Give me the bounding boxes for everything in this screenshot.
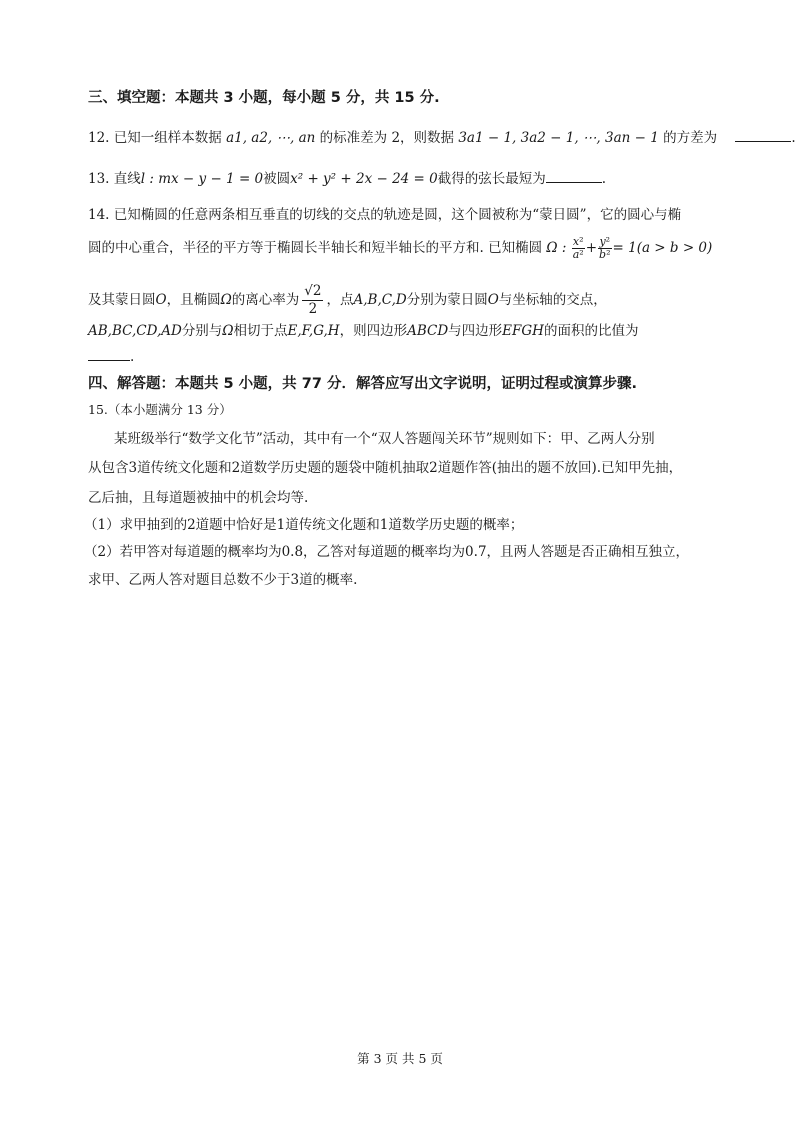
page-footer: 第 3 页 共 5 页 (357, 1051, 443, 1066)
q14-segments: AB,BC,CD,AD (88, 323, 182, 339)
q14-line-4 (88, 321, 638, 341)
q14-circle-o: O (155, 292, 167, 308)
q14-circle-o-2: O (487, 292, 499, 308)
section-4-title: 四、解答题：本题共 5 小题，共 77 分．解答应写出文字说明，证明过程或演算步骤. (88, 376, 637, 392)
q14-line4-f: 与四边形 (448, 323, 503, 339)
q12-text-d: 的方差为 (663, 130, 718, 146)
q14-line3-d: ，点 (326, 292, 354, 308)
q14-tangent-points: E,F,G,H (287, 323, 340, 339)
q14-line2-a: 圆的中心重合，半径的平方等于椭圆长半轴长和短半轴长的平方和. 已知椭圆 (88, 240, 543, 256)
q13-answer-blank[interactable] (546, 168, 602, 183)
q14-answer-blank[interactable] (88, 346, 130, 361)
q13-circle-expr: x² + y² + 2x − 24 = 0 (290, 171, 438, 187)
q12-text-a: 已知一组样本数据 (113, 130, 222, 146)
q14-line3-b: ，且椭圆 (166, 292, 221, 308)
ecc-numerator: √2 (304, 283, 322, 299)
q12-number: 12. (88, 130, 110, 146)
q13-text-c: 截得的弦长最短为 (437, 171, 546, 187)
q14-line4-e: ，则四边形 (339, 323, 408, 339)
ecc-denominator: 2 (308, 301, 318, 317)
q14-line4-c: 相切于点 (233, 323, 288, 339)
y-sq-over-b-sq: $\frac{\text{y²}}{\text{b²}}$ (599, 235, 611, 261)
q14-line4-g: 的面积的比值为 (543, 323, 639, 339)
q15-paragraph-1: 某班级举行“数学文化节”活动，其中有一个“双人答题闯关环节”规则如下：甲、乙两人分别 (114, 431, 655, 447)
q14-quad-1: ABCD (407, 323, 449, 339)
q15-subquestion-2-cont: 求甲、乙两人答对题目总数不少于3道的概率. (88, 572, 358, 588)
q12-data-expr: a1, a2, ⋯, an (226, 130, 316, 146)
q15-paragraph-2: 从包含3道传统文化题和2道数学历史题的题袋中随机抽取2道题作答(抽出的题不放回).已知甲先抽， (88, 460, 683, 476)
q14-omega-2: Ω (220, 292, 232, 308)
q14-line3-a: 及其蒙日圆 (88, 292, 156, 308)
q14-points: A,B,C,D (353, 292, 407, 308)
q15-subquestion-1: （1）求甲抽到的2道题中恰好是1道传统文化题和1道数学历史题的概率； (84, 517, 524, 533)
q12-text-b: 的标准差为 (319, 130, 388, 146)
q14-line3-e: 分别为蒙日圆 (406, 292, 488, 308)
question-12: 12. 已知一组样本数据 a1, a2, ⋯, an 的标准差为 2，则数据 3a1 − 1, 3a2 − 1, ⋯, 3an − 1 的方差为 . (88, 127, 796, 148)
q13-number: 13. (88, 171, 110, 187)
q15-subquestion-2: （2）若甲答对每道题的概率均为0.8，乙答对每道题的概率均为0.7，且两人答题是否正确相互独立， (84, 544, 690, 560)
q14-line3-c: 的离心率为 (231, 292, 300, 308)
q14-line-3 (88, 283, 607, 318)
q13-text-a: 直线 (113, 171, 141, 187)
q12-answer-blank[interactable] (735, 127, 791, 142)
q14-number: 14. (88, 207, 110, 223)
section-3-title: 三、填空题：本题共 3 小题，每小题 5 分，共 15 分. (88, 90, 440, 106)
q14-line-2: 圆的中心重合，半径的平方等于椭圆长半轴长和短半轴长的平方和. 已知椭圆 Ω : $\frac{\text{x²}}{\text{a²}}$ + $\frac{\text{y²}}{\text{b²}}$ = 1(a > b > 0) (88, 235, 713, 261)
q12-text-c: ，则数据 (400, 130, 455, 146)
q15-header: 15.（本小题满分 13 分） (88, 402, 232, 417)
eccentricity-fraction (302, 283, 323, 318)
q14-line-1 (88, 205, 681, 225)
q14-line4-b: 分别与 (181, 323, 223, 339)
q14-quad-2: EFGH (502, 323, 544, 339)
q14-omega-3: Ω (222, 323, 234, 339)
q13-text-b: 被圆 (263, 171, 291, 187)
q14-line3-f: 与坐标轴的交点， (498, 292, 607, 308)
q14-omega: Ω : (546, 240, 567, 256)
q14-line1: 已知椭圆的任意两条相互垂直的切线的交点的轨迹是圆，这个圆被称为“蒙日圆”，它的圆心与椭 (113, 207, 682, 223)
q12-new-expr: 3a1 − 1, 3a2 − 1, ⋯, 3an − 1 (458, 130, 659, 146)
q12-value: 2 (391, 130, 401, 146)
q14-eq-tail: = 1(a > b > 0) (612, 240, 713, 256)
q13-line-expr: l : mx − y − 1 = 0 (140, 171, 264, 187)
x-sq-over-a-sq: $\frac{\text{x²}}{\text{a²}}$ (572, 235, 584, 261)
question-13: 13. 直线l : mx − y − 1 = 0被圆x² + y² + 2x − 24 = 0截得的弦长最短为 . (88, 168, 606, 189)
q14-line-5: . (88, 346, 134, 367)
q15-paragraph-3: 乙后抽，且每道题被抽中的机会均等. (88, 490, 309, 506)
